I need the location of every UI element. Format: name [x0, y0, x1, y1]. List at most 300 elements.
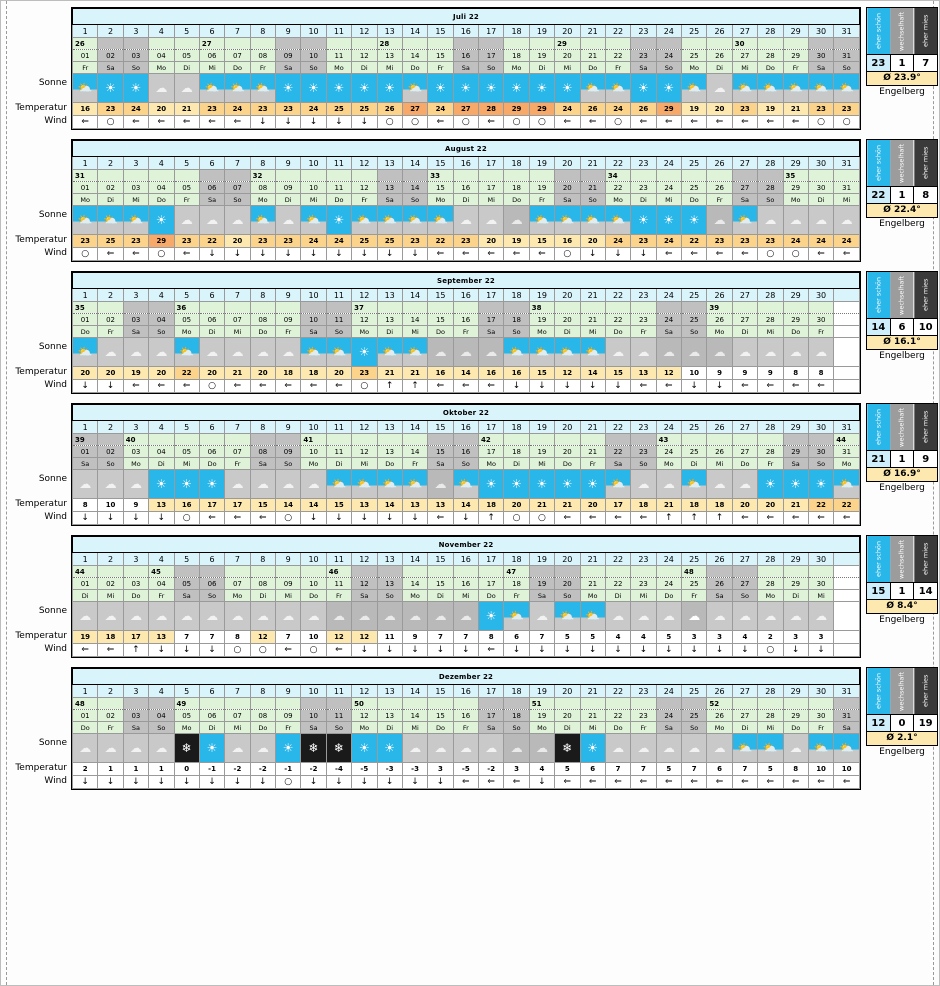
wind-cell: ○ — [783, 248, 808, 261]
weekday-cell: Do — [758, 62, 783, 74]
date-cell: 04 — [149, 710, 174, 722]
weekday-cell: Di — [326, 458, 351, 470]
day-number-cell: 30 — [808, 289, 833, 302]
sky-cell — [682, 338, 707, 367]
temperature-cell: 7 — [199, 631, 224, 644]
day-number-cell: 17 — [479, 25, 504, 38]
weather-cloud-icon: ☁ — [149, 74, 173, 102]
weather-rain-icon: ☁ — [479, 338, 503, 366]
date-cell: 20 — [555, 446, 580, 458]
sky-cell — [73, 734, 98, 763]
date-cell: 09 — [276, 50, 301, 62]
temperature-cell: 11 — [377, 631, 402, 644]
date-cell: 18 — [504, 578, 529, 590]
wind-cell: ↓ — [73, 380, 98, 393]
temperature-cell: 24 — [301, 103, 326, 116]
week-number-cell: 31 — [73, 170, 98, 182]
day-number-cell: 27 — [732, 157, 757, 170]
wind-cell: ↓ — [123, 512, 148, 525]
date-cell: 04 — [149, 314, 174, 326]
day-number-cell: 25 — [682, 421, 707, 434]
legend-label: eher mies — [914, 140, 937, 186]
weekday-row — [73, 722, 860, 734]
month-title: August 22 — [73, 141, 860, 157]
temperature-cell: 4 — [605, 631, 630, 644]
day-count-value: 23 — [867, 55, 891, 71]
day-count-value: 14 — [867, 319, 891, 335]
day-number-cell: 14 — [402, 553, 427, 566]
wind-cell: ↓ — [605, 248, 630, 261]
weather-cloud-icon: ☁ — [175, 206, 199, 234]
date-cell: 17 — [479, 314, 504, 326]
sky-cell — [808, 206, 833, 235]
day-number-cell: 7 — [225, 25, 250, 38]
date-cell: 17 — [479, 446, 504, 458]
date-cell: 18 — [504, 50, 529, 62]
temperature-cell: 23 — [732, 103, 757, 116]
temperature-cell: 20 — [326, 367, 351, 380]
legend-strip — [866, 667, 938, 715]
week-number-cell — [479, 170, 504, 182]
weekday-cell: Sa — [301, 722, 326, 734]
weekday-cell: Fr — [529, 194, 554, 206]
wind-cell: ⇐ — [758, 380, 783, 393]
sky-cell — [656, 470, 681, 499]
temperature-cell: 22 — [834, 499, 860, 512]
day-number-cell: 25 — [682, 289, 707, 302]
weather-snow-icon: ❄ — [555, 734, 579, 762]
sky-cell — [199, 602, 224, 631]
weekday-cell: Fr — [174, 194, 199, 206]
temperature-cell: -2 — [301, 763, 326, 776]
day-number-cell: 11 — [326, 157, 351, 170]
date-cell: 25 — [682, 182, 707, 194]
date-cell: 13 — [377, 182, 402, 194]
temperature-cell: 8 — [783, 763, 808, 776]
wind-cell: ↓ — [326, 116, 351, 129]
week-number-cell: 50 — [352, 698, 377, 710]
day-number-cell: 18 — [504, 685, 529, 698]
weekday-cell: Sa — [529, 590, 554, 602]
temperature-cell: 27 — [453, 103, 478, 116]
date-cell: 06 — [199, 578, 224, 590]
weekday-cell: So — [98, 458, 123, 470]
week-number-cell: 43 — [656, 434, 681, 446]
week-number-cell — [479, 566, 504, 578]
day-number-cell: 13 — [377, 685, 402, 698]
sky-cell — [199, 206, 224, 235]
date-cell: 21 — [580, 578, 605, 590]
day-number-cell: 21 — [580, 553, 605, 566]
temperature-cell: 12 — [352, 631, 377, 644]
date-cell: 25 — [682, 710, 707, 722]
date-cell: 20 — [555, 182, 580, 194]
weather-cloud-icon: ☁ — [682, 734, 706, 762]
temperature-cell: 16 — [504, 367, 529, 380]
wind-cell: ↓ — [73, 512, 98, 525]
weather-sun-icon: ☀ — [428, 74, 452, 102]
sky-row — [73, 206, 860, 235]
temperature-cell: 10 — [682, 367, 707, 380]
sky-cell — [250, 74, 275, 103]
weather-sun-icon: ☀ — [352, 734, 376, 762]
temperature-cell: 5 — [580, 631, 605, 644]
weekday-cell: Fr — [276, 722, 301, 734]
weather-part-icon: ⛅ — [581, 602, 605, 630]
week-number-cell — [199, 698, 224, 710]
wind-cell: ⇐ — [199, 116, 224, 129]
average-temperature: Ø 16.1° — [866, 336, 938, 350]
wind-cell: ↓ — [98, 776, 123, 789]
week-number-cell — [301, 170, 326, 182]
day-count-value: 1 — [891, 55, 915, 71]
date-cell: 11 — [326, 314, 351, 326]
sky-cell — [123, 470, 148, 499]
week-number-cell — [783, 434, 808, 446]
wind-cell: ↓ — [428, 644, 453, 657]
wind-cell: ↓ — [301, 248, 326, 261]
date-cell: 10 — [301, 50, 326, 62]
wind-cell — [834, 380, 860, 393]
temperature-cell: -2 — [225, 763, 250, 776]
weekday-cell: Mi — [580, 722, 605, 734]
weekday-cell: Mo — [174, 722, 199, 734]
sky-cell — [453, 734, 478, 763]
wind-cell: ○ — [402, 116, 427, 129]
temperature-row — [73, 103, 860, 116]
weekday-cell: So — [555, 590, 580, 602]
weekday-cell: Mo — [783, 194, 808, 206]
date-cell: 01 — [73, 314, 98, 326]
date-cell: 06 — [199, 446, 224, 458]
week-number-cell — [225, 434, 250, 446]
day-number-cell: 16 — [453, 553, 478, 566]
temperature-cell: 21 — [783, 103, 808, 116]
wind-cell: ↓ — [301, 512, 326, 525]
weather-cloud-icon: ☁ — [98, 470, 122, 498]
label-sonne: Sonne — [38, 78, 67, 88]
sky-cell — [783, 734, 808, 763]
wind-cell: ⇐ — [808, 248, 833, 261]
average-temperature: Ø 16.9° — [866, 468, 938, 482]
temperature-cell: 16 — [479, 367, 504, 380]
temperature-cell: 8 — [225, 631, 250, 644]
wind-cell: ⇐ — [479, 644, 504, 657]
day-number-cell: 27 — [732, 289, 757, 302]
week-number-cell — [98, 302, 123, 314]
wind-cell: ↓ — [98, 512, 123, 525]
sky-cell — [301, 206, 326, 235]
temperature-cell: 20 — [250, 367, 275, 380]
weekday-cell: Do — [479, 590, 504, 602]
weekday-cell: Mo — [707, 722, 732, 734]
date-cell: 08 — [250, 578, 275, 590]
weekday-row — [73, 326, 860, 338]
wind-cell: ⇐ — [555, 776, 580, 789]
weekday-cell: Mi — [707, 458, 732, 470]
date-cell: 22 — [605, 446, 630, 458]
date-cell: 09 — [276, 182, 301, 194]
wind-cell: ⇐ — [174, 248, 199, 261]
week-number-cell: 28 — [377, 38, 402, 50]
wind-cell: ○ — [174, 512, 199, 525]
date-cell: 14 — [402, 50, 427, 62]
weather-part-icon: ⛅ — [784, 74, 808, 102]
weather-cloud-icon: ☁ — [479, 206, 503, 234]
weekday-cell: So — [732, 590, 757, 602]
weekday-cell: Sa — [605, 458, 630, 470]
wind-cell: ○ — [529, 512, 554, 525]
weekday-cell: So — [479, 62, 504, 74]
weather-sun-icon: ☀ — [631, 206, 655, 234]
week-number-cell — [834, 566, 860, 578]
date-cell: 22 — [605, 182, 630, 194]
day-number-cell: 3 — [123, 25, 148, 38]
temperature-cell: 24 — [605, 235, 630, 248]
sky-cell — [758, 74, 783, 103]
weather-sun-icon: ☀ — [149, 470, 173, 498]
weather-part-icon: ⛅ — [581, 74, 605, 102]
wind-cell: ⇐ — [479, 248, 504, 261]
label-wind: Wind — [44, 248, 67, 258]
sky-cell — [529, 602, 554, 631]
date-cell: 24 — [656, 578, 681, 590]
sky-cell — [428, 734, 453, 763]
temperature-cell: 23 — [453, 235, 478, 248]
date-cell: 31 — [834, 182, 860, 194]
date-cell: 16 — [453, 710, 478, 722]
date-cell: 10 — [301, 182, 326, 194]
wind-cell: ⇐ — [656, 380, 681, 393]
weekday-cell: Di — [529, 62, 554, 74]
sky-cell — [250, 206, 275, 235]
weekday-cell: Mi — [555, 62, 580, 74]
temperature-cell: 6 — [707, 763, 732, 776]
date-cell: 23 — [631, 314, 656, 326]
weekday-cell: Fr — [453, 326, 478, 338]
wind-cell: ↓ — [783, 644, 808, 657]
date-cell: 02 — [98, 446, 123, 458]
temperature-cell: 5 — [555, 763, 580, 776]
week-number-cell — [276, 566, 301, 578]
date-cell: 22 — [605, 578, 630, 590]
weekday-cell: Di — [377, 326, 402, 338]
date-row — [73, 314, 860, 326]
week-number-cell — [529, 434, 554, 446]
day-number-cell: 31 — [834, 685, 860, 698]
date-cell: 07 — [225, 710, 250, 722]
sky-cell — [758, 470, 783, 499]
temperature-cell: 17 — [225, 499, 250, 512]
temperature-cell: 24 — [555, 103, 580, 116]
sky-cell — [555, 338, 580, 367]
sky-cell — [225, 338, 250, 367]
weekday-cell: Di — [174, 62, 199, 74]
weather-snowy-icon: ☁ — [682, 602, 706, 630]
sky-cell — [732, 206, 757, 235]
week-number-cell: 35 — [783, 170, 808, 182]
wind-cell: ↓ — [250, 248, 275, 261]
day-number-cell: 20 — [555, 289, 580, 302]
weather-sun-icon: ☀ — [581, 734, 605, 762]
sky-cell — [631, 338, 656, 367]
wind-cell: ○ — [301, 644, 326, 657]
weekday-cell: So — [149, 722, 174, 734]
sky-cell — [149, 734, 174, 763]
wind-cell: ⇐ — [479, 776, 504, 789]
temperature-cell: 23 — [98, 103, 123, 116]
wind-cell: ⇐ — [758, 116, 783, 129]
wind-cell: ↓ — [352, 776, 377, 789]
temperature-cell: 29 — [529, 103, 554, 116]
day-number-cell: 29 — [783, 25, 808, 38]
label-sonne: Sonne — [38, 474, 67, 484]
day-number-cell: 7 — [225, 157, 250, 170]
day-number-cell: 16 — [453, 685, 478, 698]
sky-cell — [656, 734, 681, 763]
day-number-cell: 5 — [174, 289, 199, 302]
day-number-cell: 11 — [326, 685, 351, 698]
temperature-cell: 3 — [504, 763, 529, 776]
temperature-cell: 19 — [682, 103, 707, 116]
sky-cell — [580, 602, 605, 631]
weekday-cell: Do — [504, 194, 529, 206]
weather-cloud-icon: ☁ — [809, 602, 833, 630]
sky-cell — [174, 734, 199, 763]
week-number-cell — [276, 170, 301, 182]
weekday-cell: Mi — [301, 194, 326, 206]
date-cell: 05 — [174, 50, 199, 62]
weekday-cell: Mi — [808, 590, 833, 602]
day-number-cell: 2 — [98, 685, 123, 698]
sky-cell — [326, 338, 351, 367]
weather-cloud-icon: ☁ — [758, 602, 782, 630]
wind-cell: ↓ — [276, 248, 301, 261]
date-cell: 03 — [123, 314, 148, 326]
weekday-cell: So — [580, 194, 605, 206]
date-cell: 03 — [123, 50, 148, 62]
day-number-cell: 10 — [301, 685, 326, 698]
week-number-cell — [682, 434, 707, 446]
temperature-cell: 21 — [402, 367, 427, 380]
day-number-cell — [834, 289, 860, 302]
wind-cell: ⇐ — [631, 116, 656, 129]
sky-cell — [656, 206, 681, 235]
temperature-cell: 7 — [276, 631, 301, 644]
weather-cloud-icon: ☁ — [657, 602, 681, 630]
weekday-cell: Mo — [352, 722, 377, 734]
weekday-cell: Mi — [402, 326, 427, 338]
weather-sun-icon: ☀ — [682, 206, 706, 234]
label-sonne: Sonne — [38, 738, 67, 748]
day-number-cell: 4 — [149, 157, 174, 170]
day-count-value: 9 — [914, 451, 937, 467]
wind-cell: ⇐ — [428, 512, 453, 525]
date-cell: 19 — [529, 710, 554, 722]
weather-cloud-icon: ☁ — [251, 470, 275, 498]
wind-cell: ↑ — [707, 512, 732, 525]
sky-cell — [199, 734, 224, 763]
wind-cell: ↓ — [656, 644, 681, 657]
temperature-cell: 24 — [656, 235, 681, 248]
temperature-cell: 18 — [479, 499, 504, 512]
week-number-cell — [758, 38, 783, 50]
day-number-cell: 3 — [123, 553, 148, 566]
date-cell: 02 — [98, 182, 123, 194]
temperature-cell: 18 — [631, 499, 656, 512]
temperature-cell: 24 — [326, 235, 351, 248]
wind-cell: ↓ — [98, 380, 123, 393]
date-cell: 18 — [504, 182, 529, 194]
week-number-cell — [453, 302, 478, 314]
sky-cell — [529, 470, 554, 499]
day-number-cell: 18 — [504, 421, 529, 434]
weather-rain-icon: ☁ — [403, 602, 427, 630]
temperature-cell: 21 — [377, 367, 402, 380]
temperature-cell: 3 — [808, 631, 833, 644]
weather-sun-icon: ☀ — [200, 734, 224, 762]
wind-cell: ⇐ — [732, 248, 757, 261]
day-number-cell: 1 — [73, 685, 98, 698]
weekday-cell: Do — [580, 62, 605, 74]
day-number-cell: 8 — [250, 553, 275, 566]
date-cell: 18 — [504, 446, 529, 458]
week-number-cell — [149, 302, 174, 314]
day-number-cell: 28 — [758, 421, 783, 434]
day-number-cell: 30 — [808, 157, 833, 170]
day-number-cell: 29 — [783, 157, 808, 170]
day-number-cell: 29 — [783, 685, 808, 698]
weather-sun-icon: ☀ — [530, 470, 554, 498]
weather-part-icon: ⛅ — [581, 338, 605, 366]
date-cell: 08 — [250, 182, 275, 194]
day-number-cell: 24 — [656, 685, 681, 698]
sky-cell — [276, 338, 301, 367]
week-number-cell — [707, 434, 732, 446]
weather-cloud-icon: ☁ — [631, 602, 655, 630]
temperature-cell: 23 — [276, 103, 301, 116]
weekday-cell: Sa — [808, 62, 833, 74]
wind-cell: ↓ — [301, 116, 326, 129]
day-number-cell: 12 — [352, 289, 377, 302]
weekday-cell: Sa — [301, 326, 326, 338]
weather-cloud-icon: ☁ — [149, 734, 173, 762]
weather-cloud-icon: ☁ — [124, 470, 148, 498]
wind-cell: ↓ — [529, 380, 554, 393]
wind-cell: ○ — [98, 116, 123, 129]
sky-cell — [428, 602, 453, 631]
day-number-cell: 6 — [199, 685, 224, 698]
temperature-cell: 9 — [123, 499, 148, 512]
sky-cell — [834, 734, 860, 763]
week-number-cell — [301, 698, 326, 710]
week-number-cell — [479, 698, 504, 710]
temperature-cell: 4 — [631, 631, 656, 644]
weather-part-icon: ⛅ — [98, 206, 122, 234]
weekday-cell: So — [402, 194, 427, 206]
temperature-cell: 7 — [605, 763, 630, 776]
temperature-cell: -2 — [250, 763, 275, 776]
day-number-cell: 28 — [758, 25, 783, 38]
sky-cell — [377, 338, 402, 367]
day-number-cell: 25 — [682, 553, 707, 566]
wind-cell: ⇐ — [605, 776, 630, 789]
temperature-cell: 23 — [631, 235, 656, 248]
weather-rain-icon: ☁ — [428, 338, 452, 366]
weekday-row — [73, 62, 860, 74]
weather-sun-icon: ☀ — [200, 470, 224, 498]
wind-cell: ⇐ — [326, 380, 351, 393]
